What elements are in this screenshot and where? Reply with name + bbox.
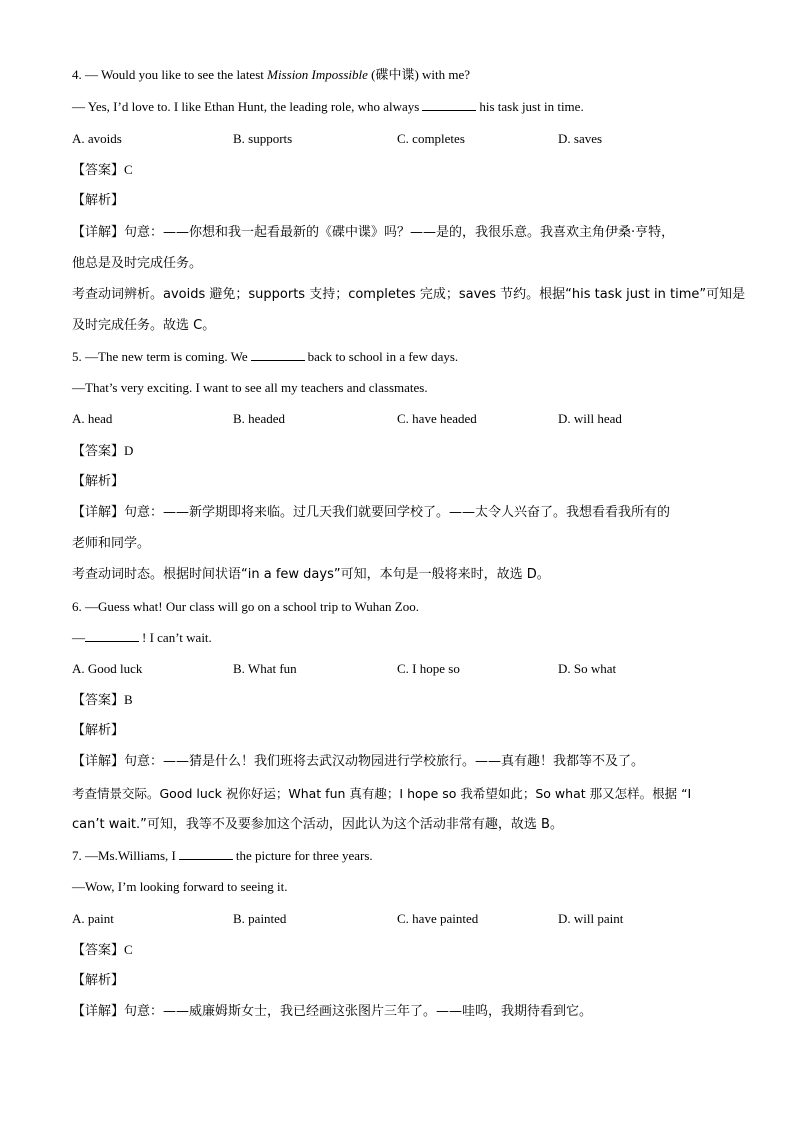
- q6-detail-1: [72, 753, 644, 771]
- q5-option-b: B. headed: [233, 411, 285, 426]
- q7-detail-label: 【详解】: [72, 1004, 125, 1019]
- q5-stem-pre: 5. —The new term is coming. We: [72, 349, 248, 364]
- q7-answer-value: C: [124, 942, 133, 957]
- q4-option-b: B. supports: [233, 131, 293, 146]
- q7-detail-1-text: 句意：——威廉姆斯女士，我已经画这张图片三年了。——哇呜，我期待看到它。: [124, 1004, 593, 1019]
- q5-answer: [72, 442, 133, 461]
- q7-option-c: C. have painted: [397, 911, 479, 926]
- q6-answer-value: B: [124, 692, 133, 707]
- q4-stem-post: (碟中谍) with me?: [367, 67, 471, 82]
- q5-option-a: A. head: [72, 411, 113, 426]
- q7-option-b: B. painted: [233, 911, 287, 926]
- q7-analysis-label: 【解析】: [72, 973, 125, 988]
- q6-reply: [72, 629, 212, 647]
- q5-stem: [72, 348, 458, 366]
- q7-stem-pre: 7. —Ms.Williams, I: [72, 848, 176, 863]
- q4-detail-label: 【详解】: [72, 225, 125, 240]
- q6-reply-pre: —: [72, 630, 85, 645]
- q6-analysis-label: 【解析】: [72, 723, 125, 738]
- q6-blank: [85, 629, 139, 642]
- q4-detail-4: 及时完成任务。故选 C。: [72, 318, 216, 333]
- q4-stem: [72, 66, 470, 84]
- q5-detail-1: [72, 504, 670, 522]
- q5-answer-label: 【答案】: [72, 444, 125, 459]
- q4-answer: [72, 161, 133, 180]
- q7-blank: [179, 847, 233, 860]
- q7-reply: —Wow, I’m looking forward to seeing it.: [72, 879, 288, 894]
- q4-blank: [422, 98, 476, 111]
- q5-detail-2: 老师和同学。: [72, 536, 151, 551]
- q4-detail-2: 他总是及时完成任务。: [72, 256, 203, 271]
- q4-option-a: A. avoids: [72, 131, 122, 146]
- q6-reply-post: ! I can’t wait.: [142, 630, 212, 645]
- q4-detail-1-text: 句意：——你想和我一起看最新的《碟中谍》吗？——是的，我很乐意。我喜欢主角伊桑·亨特，: [124, 225, 675, 240]
- q6-answer-label: 【答案】: [72, 693, 125, 708]
- q4-analysis-label: 【解析】: [72, 193, 125, 208]
- q7-stem-post: the picture for three years.: [235, 848, 373, 863]
- q7-detail-1: [72, 1003, 592, 1021]
- q5-option-d: D. will head: [558, 411, 622, 426]
- q5-stem-post: back to school in a few days.: [307, 349, 459, 364]
- q4-answer-label: 【答案】: [72, 163, 125, 178]
- q6-detail-3: can’t wait.”可知，我等不及要参加这个活动，因此认为这个活动非常有趣，故选 B。: [72, 817, 563, 832]
- q4-stem-title: Mission Impossible: [267, 67, 368, 82]
- q6-option-a: A. Good luck: [72, 661, 143, 676]
- q7-answer-label: 【答案】: [72, 943, 125, 958]
- q4-option-d: D. saves: [558, 131, 603, 146]
- q6-option-d: D. So what: [558, 661, 617, 676]
- q5-detail-3: 考查动词时态。根据时间状语“in a few days”可知，本句是一般将来时，故选 D。: [72, 567, 550, 582]
- q4-stem-pre: 4. — Would you like to see the latest: [72, 67, 268, 82]
- q6-detail-2: 考查情景交际。Good luck 祝你好运；What fun 真有趣；I hope so 我希望如此；So what 那又怎样。根据 “I: [72, 786, 692, 801]
- q6-detail-label: 【详解】: [72, 754, 125, 769]
- q7-answer: [72, 941, 133, 960]
- q5-analysis-label: 【解析】: [72, 474, 125, 489]
- q6-detail-1-text: 句意：——猜是什么！我们班将去武汉动物园进行学校旅行。——真有趣！我都等不及了。: [124, 754, 645, 769]
- q4-detail-3: 考查动词辨析。avoids 避免；supports 支持；completes 完成；saves 节约。根据“his task just in time”可知是: [72, 287, 746, 302]
- q6-answer: [72, 691, 133, 710]
- q6-stem: 6. —Guess what! Our class will go on a school trip to Wuhan Zoo.: [72, 599, 419, 614]
- q5-answer-value: D: [124, 443, 134, 458]
- q5-reply: —That’s very exciting. I want to see all my teachers and classmates.: [72, 380, 428, 395]
- q4-answer-value: C: [124, 162, 133, 177]
- q7-option-d: D. will paint: [558, 911, 624, 926]
- q4-reply: [72, 98, 584, 116]
- q5-detail-1-text: 句意：——新学期即将来临。过几天我们就要回学校了。——太令人兴奋了。我想看看我所有的: [124, 505, 671, 520]
- q6-option-c: C. I hope so: [397, 661, 460, 676]
- q4-option-c: C. completes: [397, 131, 465, 146]
- q4-reply-post: his task just in time.: [479, 99, 584, 114]
- q6-option-b: B. What fun: [233, 661, 297, 676]
- q4-reply-pre: — Yes, I’d love to. I like Ethan Hunt, the leading role, who always: [72, 99, 420, 114]
- q4-detail-1: [72, 224, 674, 242]
- q7-option-a: A. paint: [72, 911, 114, 926]
- q5-option-c: C. have headed: [397, 411, 477, 426]
- q5-detail-label: 【详解】: [72, 505, 125, 520]
- q7-stem: [72, 847, 373, 865]
- q5-blank: [251, 348, 305, 361]
